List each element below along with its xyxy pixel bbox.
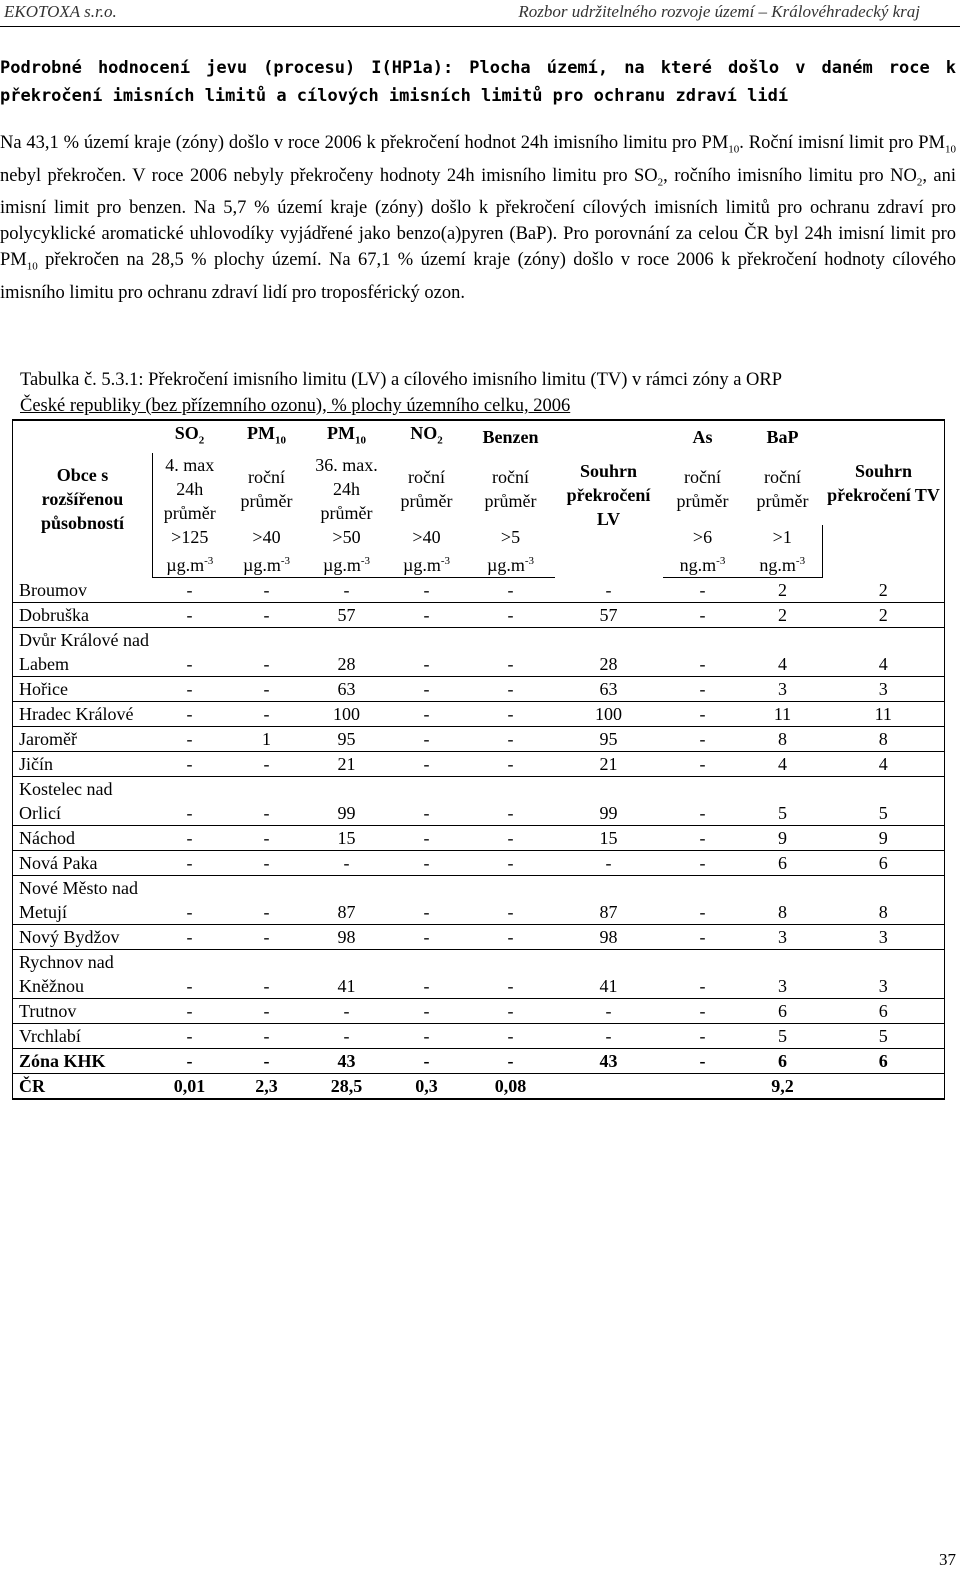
cell-lv: 57 bbox=[555, 602, 663, 627]
col-so2: $SO_2$ bbox=[153, 420, 227, 453]
table-row bbox=[13, 1023, 945, 1048]
cell-so2: - bbox=[153, 1023, 227, 1048]
metric-pm10-24h: 36. max. 24h průměr bbox=[315, 454, 378, 523]
cell-tv: 11 bbox=[823, 701, 945, 726]
cell-as: - bbox=[663, 602, 743, 627]
cell-benzen: - bbox=[467, 726, 555, 751]
para-text-5: , ani imisní limit pro benzen. Na 5,7 % území kraje (zóny) došlo k překročení cílových imisních limitů pro ochranu zdraví pro polycyklické aromatické uhlovodíky vyjádřené jako benzo(a)pyren (BaP). Pro porovnání za celou ČR byl 24h imisní limit pro PM bbox=[0, 165, 957, 271]
cell-as: - bbox=[663, 924, 743, 949]
row-name: Jičín bbox=[13, 751, 153, 776]
col-lv-spacer bbox=[555, 420, 663, 453]
table-row bbox=[13, 751, 945, 776]
cell-lv: 21 bbox=[555, 751, 663, 776]
cell-benzen: - bbox=[467, 1048, 555, 1073]
cell-pm10b: 41 bbox=[307, 949, 387, 998]
cell-as: - bbox=[663, 627, 743, 676]
cell-no2: - bbox=[387, 577, 467, 602]
cell-benzen: - bbox=[467, 627, 555, 676]
cell-benzen: - bbox=[467, 825, 555, 850]
cell-pm10a: - bbox=[227, 627, 307, 676]
row-name: Jaroměř bbox=[13, 726, 153, 751]
limit-bap: >1 $ng.m^{-3}$ bbox=[743, 525, 823, 578]
cell-lv: 98 bbox=[555, 924, 663, 949]
cell-tv: 5 bbox=[823, 1023, 945, 1048]
cell-as: - bbox=[663, 577, 743, 602]
page-number: 37 bbox=[939, 1550, 956, 1569]
subscript-2: 2 bbox=[657, 176, 664, 189]
limit-benzen: >5 $\mu g.m^{-3}$ bbox=[467, 525, 555, 578]
cell-pm10a: - bbox=[227, 825, 307, 850]
cell-no2: - bbox=[387, 602, 467, 627]
cell-so2: - bbox=[153, 676, 227, 701]
cell-pm10b: - bbox=[307, 998, 387, 1023]
col-as: As bbox=[663, 420, 743, 453]
cell-as: - bbox=[663, 875, 743, 924]
cell-so2: - bbox=[153, 998, 227, 1023]
col-pm10-annual: $PM_{10}$ bbox=[227, 420, 307, 453]
cell-pm10b: 87 bbox=[307, 875, 387, 924]
cell-as: - bbox=[663, 751, 743, 776]
cell-pm10a: - bbox=[227, 949, 307, 998]
cell-tv: 4 bbox=[823, 627, 945, 676]
cell-so2: 0,01 bbox=[153, 1073, 227, 1099]
cell-pm10b: 99 bbox=[307, 776, 387, 825]
cell-lv: - bbox=[555, 998, 663, 1023]
cell-tv bbox=[823, 1073, 945, 1099]
cell-pm10a: - bbox=[227, 998, 307, 1023]
col-tv-spacer bbox=[823, 420, 945, 453]
metric-souhrn-lv: Souhrn překročení LV bbox=[566, 460, 651, 529]
cell-tv: 3 bbox=[823, 924, 945, 949]
heading-line-1: Podrobné hodnocení jevu (procesu) I(HP1a): Plocha území, na které došlo v daném roce k bbox=[0, 58, 956, 78]
cell-bap: 2 bbox=[743, 577, 823, 602]
header-company: EKOTOXA s.r.o. bbox=[4, 2, 117, 21]
body-paragraph bbox=[0, 130, 956, 306]
cell-pm10a: - bbox=[227, 676, 307, 701]
cell-no2: - bbox=[387, 676, 467, 701]
cell-pm10a: 1 bbox=[227, 726, 307, 751]
cell-so2: - bbox=[153, 627, 227, 676]
cell-pm10b: - bbox=[307, 577, 387, 602]
table-row bbox=[13, 825, 945, 850]
cell-bap: 8 bbox=[743, 875, 823, 924]
cell-bap: 3 bbox=[743, 949, 823, 998]
cell-so2: - bbox=[153, 1048, 227, 1073]
cell-benzen: - bbox=[467, 924, 555, 949]
cell-lv: 95 bbox=[555, 726, 663, 751]
cell-tv: 3 bbox=[823, 676, 945, 701]
table-row bbox=[13, 776, 945, 825]
cell-bap: 6 bbox=[743, 1048, 823, 1073]
header-rule bbox=[0, 26, 960, 27]
limit-as: >6 $ng.m^{-3}$ bbox=[663, 525, 743, 578]
subscript-2: 2 bbox=[916, 176, 923, 189]
cell-so2: - bbox=[153, 949, 227, 998]
cell-benzen: - bbox=[467, 701, 555, 726]
cell-benzen: - bbox=[467, 998, 555, 1023]
para-text-1: Na 43,1 % území kraje (zóny) došlo v roce 2006 k překročení hodnot 24h imisního limitu pro PM bbox=[0, 133, 729, 153]
table-row bbox=[13, 676, 945, 701]
col-bap: BaP bbox=[743, 420, 823, 453]
subscript-10: 10 bbox=[728, 143, 740, 156]
cell-bap: 4 bbox=[743, 627, 823, 676]
cell-pm10a: - bbox=[227, 875, 307, 924]
cell-benzen: - bbox=[467, 577, 555, 602]
cell-pm10b: 15 bbox=[307, 825, 387, 850]
metric-souhrn-tv: Souhrn překročení TV bbox=[823, 453, 945, 578]
cell-benzen: - bbox=[467, 676, 555, 701]
cell-so2: - bbox=[153, 751, 227, 776]
cell-pm10a: - bbox=[227, 701, 307, 726]
cell-no2: - bbox=[387, 776, 467, 825]
cell-so2: - bbox=[153, 726, 227, 751]
cell-bap: 9 bbox=[743, 825, 823, 850]
table-row bbox=[13, 1048, 945, 1073]
limit-no2: >40 $\mu g.m^{-3}$ bbox=[387, 525, 467, 578]
caption-line-1: Tabulka č. 5.3.1: Překročení imisního limitu (LV) a cílového imisního limitu (TV) v rámci zóny a ORP bbox=[20, 370, 783, 390]
cell-lv: - bbox=[555, 1023, 663, 1048]
cell-benzen: - bbox=[467, 850, 555, 875]
cell-benzen: - bbox=[467, 776, 555, 825]
cell-benzen: - bbox=[467, 602, 555, 627]
table-row bbox=[13, 627, 945, 676]
cell-no2: - bbox=[387, 751, 467, 776]
row-name: Dvůr Králové nad Labem bbox=[13, 627, 153, 676]
row-name: Nová Paka bbox=[13, 850, 153, 875]
cell-pm10a: - bbox=[227, 751, 307, 776]
cell-so2: - bbox=[153, 875, 227, 924]
cell-benzen: - bbox=[467, 875, 555, 924]
cell-bap: 5 bbox=[743, 776, 823, 825]
cell-lv: 41 bbox=[555, 949, 663, 998]
row-name: Zóna KHK bbox=[13, 1048, 153, 1073]
metric-no2: roční průměr bbox=[400, 466, 453, 511]
cell-no2: - bbox=[387, 627, 467, 676]
table-row bbox=[13, 701, 945, 726]
heading-line-2: překročení imisních limitů a cílových imisních limitů pro ochranu zdraví lidí bbox=[0, 86, 789, 106]
cell-bap: 9,2 bbox=[743, 1073, 823, 1099]
cell-pm10b: 28 bbox=[307, 627, 387, 676]
cell-bap: 3 bbox=[743, 924, 823, 949]
cell-bap: 2 bbox=[743, 602, 823, 627]
cell-lv: 28 bbox=[555, 627, 663, 676]
metric-bap: roční průměr bbox=[756, 466, 809, 511]
cell-lv: 99 bbox=[555, 776, 663, 825]
cell-no2: - bbox=[387, 701, 467, 726]
row-name: Broumov bbox=[13, 577, 153, 602]
cell-lv: - bbox=[555, 850, 663, 875]
cell-pm10b: 57 bbox=[307, 602, 387, 627]
table-row bbox=[13, 875, 945, 924]
header-row-metrics bbox=[13, 453, 945, 525]
para-text-4: , ročního imisního limitu pro NO bbox=[663, 165, 917, 186]
cell-pm10b: 95 bbox=[307, 726, 387, 751]
metric-pm10-annual: roční průměr bbox=[240, 466, 293, 511]
cell-as: - bbox=[663, 998, 743, 1023]
row-name: Trutnov bbox=[13, 998, 153, 1023]
cell-no2: - bbox=[387, 1023, 467, 1048]
para-text-6: překročen na 28,5 % plochy území. Na 67,1 % území kraje (zóny) došlo v roce 2006 k překročení hodnoty cílového imisního limitu pro ochranu zdraví lidí pro troposférický ozon. bbox=[0, 250, 956, 304]
table-row bbox=[13, 1073, 945, 1099]
row-name: Dobruška bbox=[13, 602, 153, 627]
cell-pm10a: - bbox=[227, 577, 307, 602]
section-heading bbox=[0, 54, 956, 110]
cell-no2: 0,3 bbox=[387, 1073, 467, 1099]
limit-so2: >125 $\mu g.m^{-3}$ bbox=[153, 525, 227, 578]
cell-no2: - bbox=[387, 1048, 467, 1073]
subscript-10: 10 bbox=[26, 261, 38, 274]
cell-lv bbox=[555, 1073, 743, 1099]
header-document-title: Rozbor udržitelného rozvoje území – Královéhradecký kraj bbox=[518, 2, 920, 21]
table-row bbox=[13, 998, 945, 1023]
col-no2: $NO_2$ bbox=[387, 420, 467, 453]
cell-bap: 11 bbox=[743, 701, 823, 726]
cell-benzen: - bbox=[467, 1023, 555, 1048]
cell-as: - bbox=[663, 1023, 743, 1048]
cell-tv: 6 bbox=[823, 850, 945, 875]
cell-tv: 8 bbox=[823, 726, 945, 751]
cell-benzen: 0,08 bbox=[467, 1073, 555, 1099]
cell-bap: 3 bbox=[743, 676, 823, 701]
cell-tv: 9 bbox=[823, 825, 945, 850]
para-text-3: nebyl překročen. V roce 2006 nebyly překročeny hodnoty 24h imisního limitu pro SO bbox=[0, 165, 658, 186]
cell-lv: 15 bbox=[555, 825, 663, 850]
cell-lv: 43 bbox=[555, 1048, 663, 1073]
table-caption bbox=[20, 367, 960, 419]
para-text-2: . Roční imisní limit pro PM bbox=[739, 133, 945, 153]
cell-as: - bbox=[663, 949, 743, 998]
metric-as: roční průměr bbox=[676, 466, 729, 511]
cell-so2: - bbox=[153, 701, 227, 726]
cell-pm10b: - bbox=[307, 1023, 387, 1048]
col-pm10-24h: $PM_{10}$ bbox=[307, 420, 387, 453]
cell-no2: - bbox=[387, 875, 467, 924]
row-name: ČR bbox=[13, 1073, 153, 1099]
table-row bbox=[13, 577, 945, 602]
cell-pm10a: - bbox=[227, 850, 307, 875]
cell-so2: - bbox=[153, 577, 227, 602]
cell-as: - bbox=[663, 1048, 743, 1073]
cell-pm10a: - bbox=[227, 602, 307, 627]
metric-so2: 4. max 24h průměr bbox=[153, 453, 227, 525]
row-name: Nové Město nad Metují bbox=[13, 875, 153, 924]
cell-tv: 6 bbox=[823, 998, 945, 1023]
row-name: Rychnov nad Kněžnou bbox=[13, 949, 153, 998]
cell-as: - bbox=[663, 676, 743, 701]
cell-bap: 5 bbox=[743, 1023, 823, 1048]
cell-pm10b: 28,5 bbox=[307, 1073, 387, 1099]
cell-pm10b: 21 bbox=[307, 751, 387, 776]
page-header bbox=[0, 0, 960, 26]
cell-bap: 4 bbox=[743, 751, 823, 776]
cell-lv: - bbox=[555, 577, 663, 602]
cell-no2: - bbox=[387, 949, 467, 998]
cell-lv: 100 bbox=[555, 701, 663, 726]
cell-pm10a: - bbox=[227, 924, 307, 949]
row-name: Hořice bbox=[13, 676, 153, 701]
cell-pm10b: 98 bbox=[307, 924, 387, 949]
cell-pm10b: 63 bbox=[307, 676, 387, 701]
cell-no2: - bbox=[387, 825, 467, 850]
exceedance-table bbox=[12, 419, 945, 1100]
cell-as: - bbox=[663, 701, 743, 726]
cell-pm10a: - bbox=[227, 1023, 307, 1048]
row-name: Hradec Králové bbox=[13, 701, 153, 726]
table-row bbox=[13, 602, 945, 627]
cell-tv: 4 bbox=[823, 751, 945, 776]
limit-pm10-annual: >40 $\mu g.m^{-3}$ bbox=[227, 525, 307, 578]
table-row bbox=[13, 949, 945, 998]
cell-bap: 6 bbox=[743, 850, 823, 875]
cell-tv: 8 bbox=[823, 875, 945, 924]
subscript-10: 10 bbox=[944, 143, 956, 156]
cell-no2: - bbox=[387, 850, 467, 875]
table-row bbox=[13, 726, 945, 751]
cell-so2: - bbox=[153, 924, 227, 949]
cell-no2: - bbox=[387, 726, 467, 751]
table-row bbox=[13, 850, 945, 875]
row-name: Náchod bbox=[13, 825, 153, 850]
cell-pm10a: - bbox=[227, 776, 307, 825]
caption-line-2: České republiky (bez přízemního ozonu), % plochy územního celku, 2006 bbox=[20, 396, 571, 416]
row-name: Kostelec nad Orlicí bbox=[13, 776, 153, 825]
cell-tv: 3 bbox=[823, 949, 945, 998]
table-row bbox=[13, 924, 945, 949]
cell-pm10b: - bbox=[307, 850, 387, 875]
cell-benzen: - bbox=[467, 751, 555, 776]
cell-so2: - bbox=[153, 602, 227, 627]
cell-as: - bbox=[663, 850, 743, 875]
cell-lv: 63 bbox=[555, 676, 663, 701]
cell-tv: 5 bbox=[823, 776, 945, 825]
limit-pm10-24h: >50 $\mu g.m^{-3}$ bbox=[307, 525, 387, 578]
cell-so2: - bbox=[153, 776, 227, 825]
cell-as: - bbox=[663, 726, 743, 751]
cell-bap: 8 bbox=[743, 726, 823, 751]
cell-no2: - bbox=[387, 998, 467, 1023]
cell-so2: - bbox=[153, 850, 227, 875]
header-row-pollutants bbox=[13, 420, 945, 453]
corner-header: Obce s rozšířenou působností bbox=[13, 420, 153, 577]
row-name: Nový Bydžov bbox=[13, 924, 153, 949]
col-benzen: Benzen bbox=[467, 420, 555, 453]
cell-pm10a: - bbox=[227, 1048, 307, 1073]
cell-tv: 2 bbox=[823, 577, 945, 602]
cell-as: - bbox=[663, 825, 743, 850]
cell-so2: - bbox=[153, 825, 227, 850]
row-name: Vrchlabí bbox=[13, 1023, 153, 1048]
header-row-limits bbox=[13, 525, 945, 578]
cell-lv: 87 bbox=[555, 875, 663, 924]
cell-pm10b: 100 bbox=[307, 701, 387, 726]
cell-tv: 2 bbox=[823, 602, 945, 627]
cell-no2: - bbox=[387, 924, 467, 949]
cell-bap: 6 bbox=[743, 998, 823, 1023]
cell-benzen: - bbox=[467, 949, 555, 998]
cell-as: - bbox=[663, 776, 743, 825]
metric-benzen: roční průměr bbox=[484, 466, 537, 511]
cell-pm10b: 43 bbox=[307, 1048, 387, 1073]
cell-pm10a: 2,3 bbox=[227, 1073, 307, 1099]
cell-tv: 6 bbox=[823, 1048, 945, 1073]
